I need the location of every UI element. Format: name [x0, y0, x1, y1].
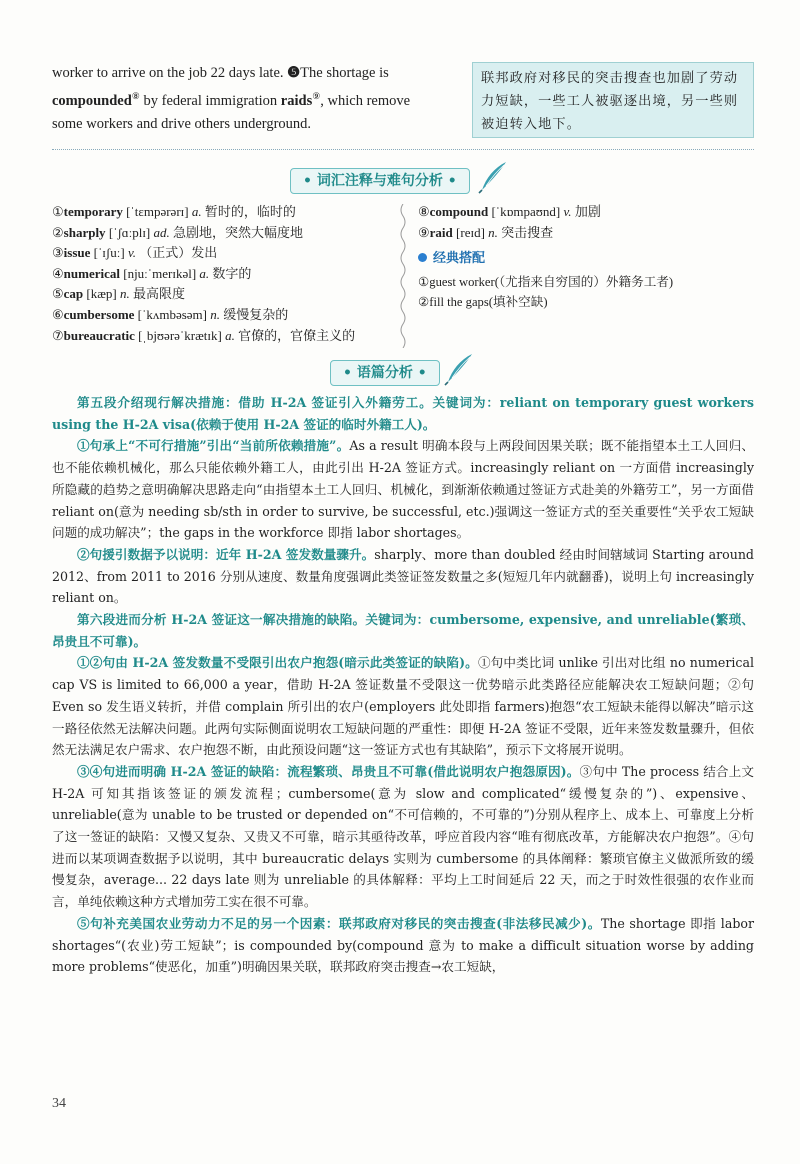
vocab-list-right: [418, 202, 754, 313]
passage-text: The shortage is: [300, 65, 389, 81]
section-divider: [52, 149, 754, 150]
analysis-para: [52, 435, 754, 544]
vocab-def: 突击搜查: [501, 224, 554, 240]
sentence-marker: ❺: [287, 65, 301, 81]
vocab-def: 暂时的，临时的: [204, 204, 296, 219]
passage-text: by federal immigration: [139, 92, 281, 109]
vocab-word: compound: [429, 204, 489, 219]
item-number: ①: [52, 204, 64, 219]
vocab-pos: ad.: [153, 224, 170, 240]
vocab-pos: a.: [191, 204, 202, 219]
vocab-ipa: [kæp]: [86, 286, 117, 302]
vocab-item: [52, 243, 392, 264]
vocab-ipa: [ˈkʌmbəsəm]: [137, 306, 207, 322]
vocab-word: temporary: [63, 204, 123, 219]
quill-icon: [442, 352, 476, 386]
passage-english: [52, 62, 460, 136]
footnote-marker: ⑧: [131, 91, 140, 101]
analysis-para: [52, 913, 754, 978]
passage-text: worker to arrive on the job 22 days late.: [52, 65, 288, 81]
vocab-ipa: [reɪd]: [456, 224, 485, 240]
item-number: ②: [52, 224, 64, 240]
passage-line-3: some workers and drive others underground.: [52, 115, 312, 132]
analysis-point-body: The shortage 即指 labor shortages“(农业)劳工短缺”；is compounded by(compound 意为 to make a difficult situation worse by adding more problems“使恶化，加重”)明确因果关联，联邦政府突击搜查→农工短缺，: [52, 915, 754, 975]
quill-icon: [476, 160, 510, 194]
vocab-word-raids: raids: [280, 92, 313, 109]
item-number: ⑥: [52, 306, 64, 322]
vocab-header: [290, 166, 520, 196]
analysis-point-head: ①句承上“不可行措施”引出“当前所依赖措施”。: [77, 438, 350, 454]
vocab-def: 急剧地，突然大幅度地: [173, 224, 304, 240]
page-number: 34: [52, 1096, 66, 1111]
translation-box: [472, 62, 754, 138]
analysis-para: [52, 761, 754, 913]
vocab-item: [418, 223, 754, 244]
analysis-body: [52, 392, 754, 978]
passage-line-1: [52, 62, 460, 85]
collocation-item: ②fill the gaps(填补空缺): [418, 295, 548, 310]
vocab-header-label: • 词汇注释与难句分析 •: [290, 168, 470, 194]
vocab-item: [52, 284, 392, 305]
vocab-pos: a.: [225, 327, 235, 343]
vocab-pos: v.: [127, 245, 136, 261]
vocab-def: 数字的: [212, 265, 252, 281]
collocation-header-label: 经典搭配: [433, 251, 486, 267]
vocab-pos: n.: [488, 224, 498, 240]
vocab-pos: v.: [563, 204, 572, 219]
vocab-word: numerical: [63, 265, 120, 281]
vocab-item: [52, 326, 392, 347]
analysis-para: [52, 652, 754, 761]
analysis-point-head: ⑤句补充美国农业劳动力不足的另一个因素：联邦政府对移民的突击搜查(非法移民减少)。: [77, 915, 601, 931]
analysis-point-body: ③句中 The process 结合上文 H-2A 可知其指该签证的颁发流程；cumbersome(意为 slow and complicated“缓慢复杂的”)、expensive、unreliable(意为 unable to be trusted or depended on“不可信赖的，不可靠的”)分别从程序上、成本上、可靠度上分析了这一签证的缺陷：又慢又复杂、又贵又不可靠，暗示其亟待改革，呼应首段内容“唯有彻底改革，方能解决农户抱怨”。④句进而以某项调查数据予以说明，其中 bureaucratic delays 实则为 cumbersome 的具体阐释：繁琐官僚主义做派所致的缓慢复杂，average... 22 days late 则为 unreliable 的具体解释：平均上工时间延后 22 天，而之于时效性很强的农作业而言，单纯依赖这种方式增加劳工实在很不可靠。: [52, 763, 754, 910]
vocab-def: 最高限度: [133, 286, 186, 302]
analysis-point-body: As a result 明确本段与上两段间因果关联；既不能指望本土工人回归、也不能依赖机械化，那么只能依赖外籍工人，由此引出 H-2A 签证方式。increasingly reliant on 一方面借 increasingly 所隐藏的趋势之意明确解决思路走向“由指望本土工人回归、机械化，到渐渐依赖通过签证方式赴美的外籍劳工”，另一方面借 reliant on(意为 needing sb/sth in order to survive, be successful, etc.)强调这一签证方式的至关重要性“关乎农工短缺问题的成功解决”；the gaps in the workforce 即指 labor shortages。: [52, 438, 754, 541]
vocab-ipa: [ˌbjʊərəˈkrætɪk]: [138, 327, 222, 343]
passage-line-2: [52, 85, 460, 113]
item-number: ③: [52, 245, 64, 261]
item-number: ④: [52, 265, 64, 281]
vocab-ipa: [ˈkɒmpaʊnd]: [491, 204, 561, 219]
analysis-header-label: • 语篇分析 •: [330, 360, 440, 386]
analysis-point-head: ②句援引数据予以说明：近年 H-2A 签发数量骤升。: [77, 546, 375, 562]
analysis-para5-summary: 第五段介绍现行解决措施：借助 H-2A 签证引入外籍劳工。关键词为：reliant on temporary guest workers using the H-2A visa(依赖于使用 H-2A 签证的临时外籍工人)。: [52, 395, 754, 432]
vocab-item: [52, 223, 392, 244]
collocation-item: ①guest worker(（尤指来自穷国的）外籍务工者): [418, 274, 674, 289]
bullet-icon: [418, 253, 427, 262]
item-number: ⑦: [52, 327, 64, 343]
vocab-item: [52, 305, 392, 326]
analysis-para: [52, 544, 754, 609]
analysis-point-body: ①句中类比词 unlike 引出对比组 no numerical cap VS is limited to 66,000 a year，借助 H-2A 签证数量不受限这一优势暗示此类路径应能解决农工短缺问题；②句 Even so 发生语义转折，并借 complain 所引出的农户(employers 此处即指 farmers)抱怨“农工短缺未能得以解决”暗示这一路径依然无法解决问题。此两句实际侧面说明农工短缺问题的严重性：即便 H-2A 签证不受限，近年来签发数量骤升，但依然无法满足农户需求、农户抱怨不断，由此预设问题“这一签证方式也有其缺陷”，预示下文将展开说明。: [52, 655, 754, 758]
analysis-point-head: ①②句由 H-2A 签发数量不受限引出农户抱怨(暗示此类签证的缺陷)。: [77, 655, 478, 671]
translation-text: 联邦政府对移民的突击搜查也加剧了劳动力短缺，一些工人被驱逐出境，另一些则被迫转入地下。: [481, 71, 739, 132]
vocab-ipa: [ˈɪʃuː]: [93, 245, 125, 261]
analysis-point-head: ③④句进而明确 H-2A 签证的缺陷：流程繁琐、昂贵且不可靠(借此说明农户抱怨原因)。: [77, 763, 580, 779]
vocab-ipa: [njuːˈmerɪkəl]: [123, 265, 197, 281]
vocab-word: issue: [63, 245, 91, 261]
vocab-def: 官僚的，官僚主义的: [238, 327, 356, 343]
item-number: ⑨: [418, 224, 430, 240]
vocab-item: [52, 264, 392, 285]
vocab-def: 缓慢复杂的: [223, 306, 289, 322]
vocab-def: （正式）发出: [139, 245, 218, 261]
item-number: ⑤: [52, 286, 64, 302]
analysis-point-body: sharply、more than doubled 经由时间辖域词 Starting around 2012、from 2011 to 2016 分别从速度、数量角度强调此类签证签发数量之多(短短几年内就翻番)，说明上句 increasingly reliant on。: [52, 546, 754, 606]
vocab-word: cap: [63, 286, 84, 302]
analysis-header: [330, 358, 490, 388]
vocab-word: sharply: [63, 224, 106, 240]
vocab-word: raid: [429, 224, 453, 240]
footnote-marker: ⑨: [312, 91, 321, 101]
vocab-pos: n.: [210, 306, 220, 322]
passage-text: , which remove: [320, 92, 411, 109]
vocab-def: 加剧: [574, 204, 601, 219]
vocab-item: [52, 202, 392, 223]
vocab-item: [418, 202, 754, 223]
vocab-list-left: [52, 202, 392, 346]
vocab-pos: n.: [120, 286, 130, 302]
vocab-word: bureaucratic: [63, 327, 135, 343]
collocation-header: [418, 249, 754, 270]
vocab-word: cumbersome: [63, 306, 135, 322]
vocab-word-compounded: compounded: [52, 92, 132, 109]
vocab-pos: a.: [199, 265, 210, 281]
analysis-para6-summary: 第六段进而分析 H-2A 签证这一解决措施的缺陷。关键词为：cumbersome, expensive, and unreliable(繁琐、昂贵且不可靠)。: [52, 612, 754, 649]
vocab-ipa: [ˈʃɑːplɪ]: [108, 224, 151, 240]
column-separator: [398, 204, 408, 348]
item-number: ⑧: [418, 204, 430, 219]
vocab-ipa: [ˈtɛmpərərɪ]: [126, 204, 189, 219]
